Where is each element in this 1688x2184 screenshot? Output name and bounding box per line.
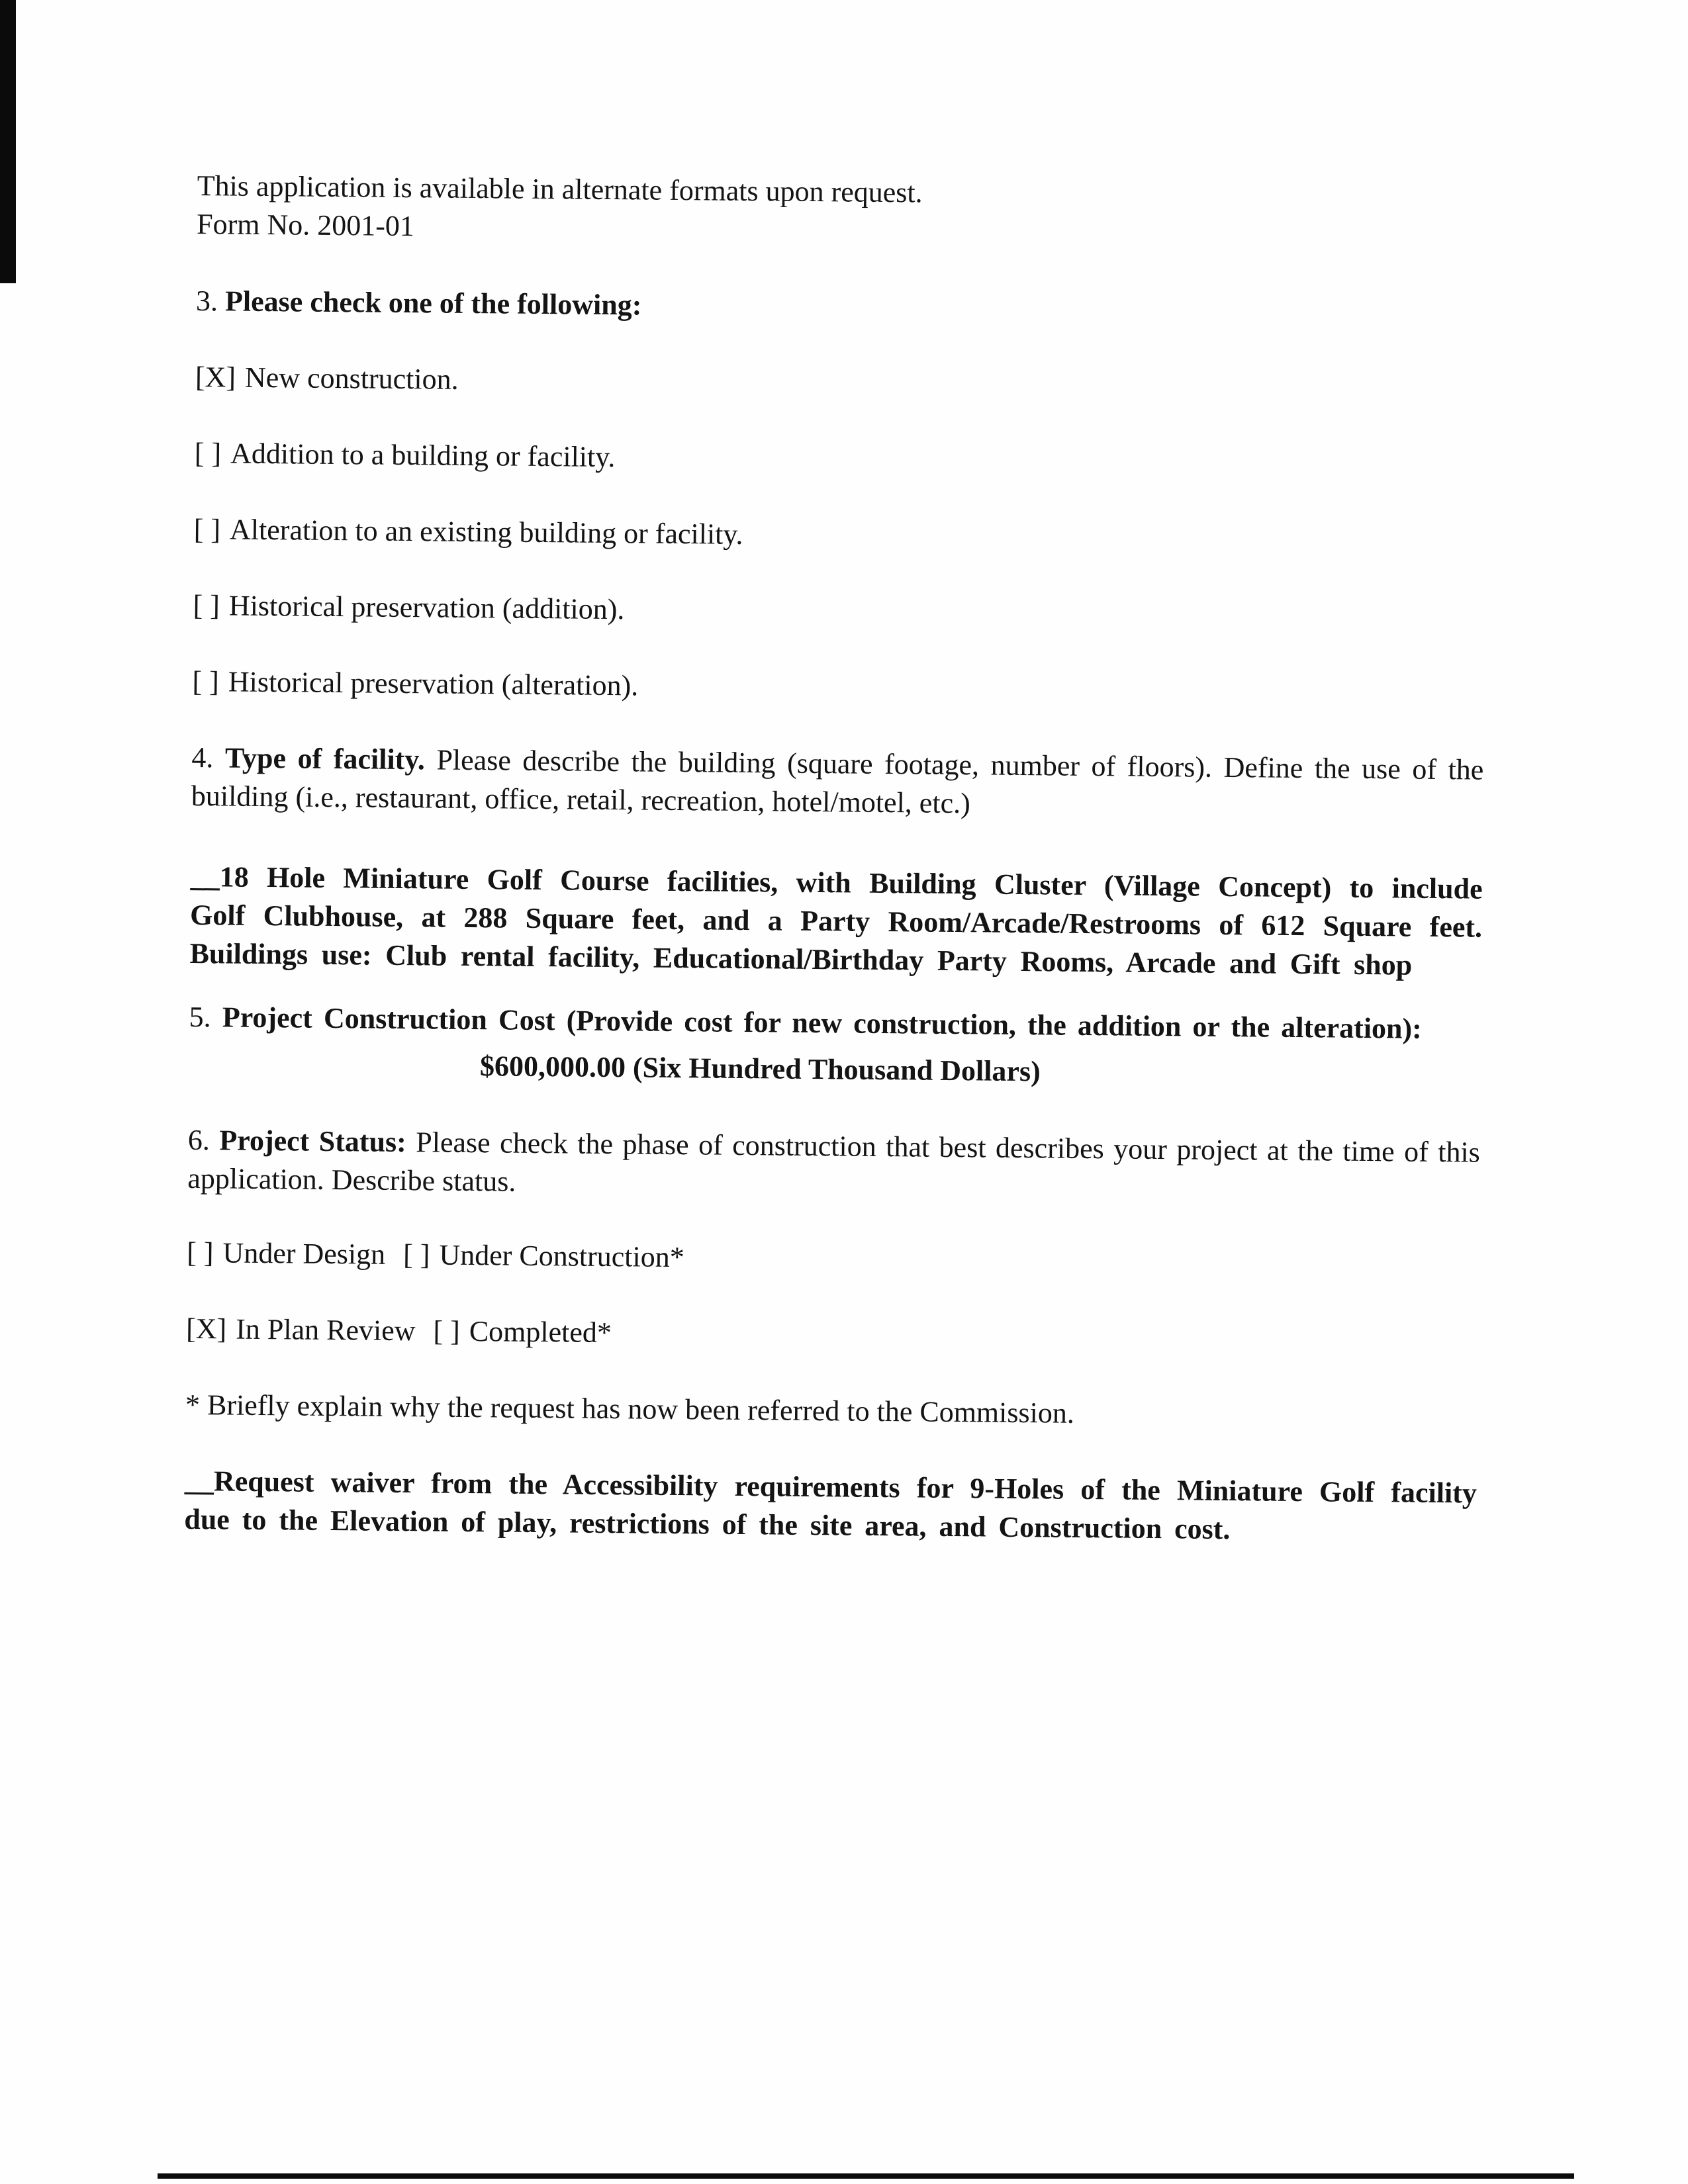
status-row-design-construction [187, 1234, 1479, 1285]
checkbox-label: In Plan Review [236, 1312, 416, 1347]
checkbox-option-historical-alteration [192, 662, 1484, 713]
checkbox-option-historical-addition [193, 586, 1485, 637]
section-4-title: Type of facility. [224, 741, 426, 776]
form-header [197, 167, 1489, 256]
checkbox-label: Alteration to an existing building or facility. [229, 513, 743, 551]
checkbox-label: Addition to a building or facility. [230, 437, 616, 474]
status-option-in-plan-review [186, 1312, 416, 1347]
checkbox-option-new-construction [195, 358, 1487, 409]
section-3-title: Please check one of the following: [224, 285, 642, 322]
status-option-completed [433, 1315, 612, 1349]
checkbox-label: Under Construction* [439, 1238, 684, 1274]
waiver-request-explanation: __Request waiver from the Accessibility requirements for 9-Holes of the Miniature Golf facility due to the Elevation of play, restrictions of the site area, and Construction cost. [184, 1464, 1477, 1546]
status-option-under-construction [403, 1238, 684, 1273]
checkbox-mark: [ ] [193, 512, 221, 546]
section-3-heading [196, 282, 1488, 333]
alternate-formats-note: This application is available in alternate formats upon request. [197, 169, 923, 209]
form-content [184, 167, 1489, 1551]
section-6-number: 6. [187, 1123, 211, 1157]
scan-edge-artifact-left [0, 0, 16, 283]
section-3-number: 3. [195, 284, 218, 318]
referral-footnote: * Briefly explain why the request has now been referred to the Commission. [185, 1388, 1075, 1430]
checkbox-mark: [ ] [192, 664, 220, 698]
checkbox-mark: [X] [195, 360, 236, 394]
section-5-heading [189, 998, 1481, 1049]
section-5-number: 5. [189, 1000, 211, 1034]
section-6-heading [187, 1121, 1480, 1210]
checkbox-label: Historical preservation (addition). [228, 589, 625, 626]
status-row-review-completed [186, 1310, 1478, 1361]
facility-description-answer: __18 Hole Miniature Golf Course facilities, with Building Cluster (Village Concept) to include Golf Clubhouse, at 288 Square feet, and a Party Room/Arcade/Restrooms of 612 Square feet. Buildings use: Club rental facility, Educational/Birthday Party Rooms, Arcade and Gift shop [189, 860, 1483, 981]
checkbox-mark: [ ] [187, 1236, 214, 1269]
section-4-prompt: Please describe the building (square footage, number of floors). Define the use of the building (i.e., restaurant, office, retail, recreation, hotel/motel, etc.) [191, 743, 1484, 820]
checkbox-option-alteration [193, 510, 1485, 561]
checkbox-mark: [ ] [194, 436, 222, 470]
construction-cost-value: $600,000.00 (Six Hundred Thousand Dollars) [479, 1050, 1041, 1088]
checkbox-label: Completed* [469, 1315, 612, 1349]
checkbox-label: New construction. [244, 361, 459, 396]
scan-edge-artifact-bottom [158, 2173, 1574, 2179]
section-6-title: Project Status: [219, 1124, 407, 1159]
checkbox-label: Historical preservation (alteration). [228, 665, 639, 702]
checkbox-option-addition [195, 434, 1487, 485]
checkbox-mark: [ ] [433, 1314, 461, 1347]
checkbox-mark: [ ] [193, 588, 220, 622]
section-4-heading [191, 739, 1484, 828]
form-number: Form No. 2001-01 [196, 207, 415, 243]
checkbox-label: Under Design [222, 1236, 386, 1271]
section-4-number: 4. [191, 741, 214, 774]
checkbox-mark: [ ] [402, 1238, 430, 1271]
checkbox-mark: [X] [185, 1312, 227, 1345]
status-option-under-design [187, 1236, 385, 1271]
section-6-prompt: Please check the phase of construction that best describes your project at the time of this application. Describe status. [187, 1126, 1481, 1198]
section-5-title: Project Construction Cost (Provide cost for new construction, the addition or the alteration): [222, 1001, 1423, 1045]
